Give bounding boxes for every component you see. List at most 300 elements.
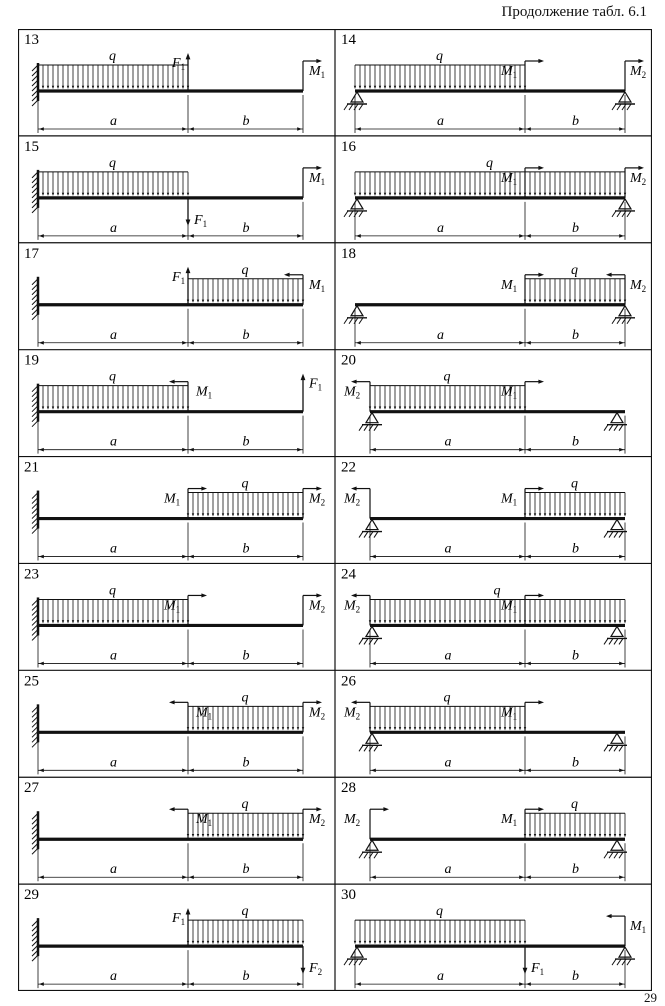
support-hatch [364, 532, 368, 538]
arrow-head [538, 593, 544, 597]
wall-hatch [32, 207, 38, 213]
distributed-load [354, 904, 526, 944]
arrow-head [147, 193, 149, 196]
wall-hatch [32, 421, 38, 427]
support-hatch [622, 318, 626, 324]
load-label [242, 263, 249, 278]
arrow-head [62, 193, 64, 196]
arrow-head [459, 86, 461, 89]
arrow-head [619, 982, 624, 986]
arrow-head [504, 193, 506, 196]
arrow-head [197, 834, 199, 837]
moment-label-symbol: M [309, 491, 321, 507]
force-label-index: 1 [202, 218, 208, 229]
moment-label [500, 64, 517, 80]
moment-label-index: 1 [512, 711, 518, 722]
arrow-head [39, 662, 44, 666]
arrow-head [77, 620, 79, 623]
arrow-head [474, 941, 476, 944]
load-label [242, 690, 249, 705]
load-label [109, 583, 116, 598]
arrow-head [292, 941, 294, 944]
arrow-head [484, 727, 486, 730]
support-hatch [374, 852, 378, 858]
arrow-head [429, 86, 431, 89]
arrow-head [404, 406, 406, 409]
arrow-head [82, 406, 84, 409]
pin-support [359, 413, 382, 431]
arrow-head [242, 727, 244, 730]
diagram-number: 30 [341, 887, 356, 904]
arrow-head [192, 300, 194, 303]
arrow-head [409, 941, 411, 944]
arrow-head [167, 406, 169, 409]
diagram-30 [341, 887, 646, 988]
support-hatch [614, 852, 618, 858]
arrow-head [212, 941, 214, 944]
arrow-head [519, 769, 524, 773]
arrow-head [182, 982, 187, 986]
arrow-head [369, 941, 371, 944]
arrow-head [172, 406, 174, 409]
arrow-head [384, 941, 386, 944]
arrow-head [302, 941, 304, 944]
moment-label [195, 385, 212, 401]
support-hatch [374, 745, 378, 751]
arrow-head [242, 300, 244, 303]
arrow-head [222, 513, 224, 516]
arrow-head [177, 620, 179, 623]
moment-label-index: 1 [320, 70, 326, 80]
moment-M2 [606, 273, 646, 305]
dimension-b-label: b [572, 862, 579, 878]
support-triangle [611, 733, 623, 743]
moment-label [308, 278, 325, 294]
arrow-head [272, 513, 274, 516]
arrow-head [379, 406, 381, 409]
arrow-head [277, 513, 279, 516]
arrow-head [122, 193, 124, 196]
diagram-number: 23 [24, 566, 39, 583]
arrow-head [619, 341, 624, 345]
moment-label [308, 171, 325, 187]
arrow-head [454, 86, 456, 89]
arrow-head [424, 406, 426, 409]
arrow-head [429, 727, 431, 730]
arrow-head [102, 620, 104, 623]
force-F1 [171, 53, 190, 91]
diagram-24 [341, 566, 627, 667]
arrow-head [371, 448, 376, 452]
support-hatch [612, 104, 616, 110]
arrow-head [434, 620, 436, 623]
arrow-head [189, 448, 194, 452]
force-label-index: 1 [180, 917, 186, 928]
arrow-head [207, 727, 209, 730]
arrow-head [549, 193, 551, 196]
arrow-head [584, 620, 586, 623]
arrow-head [82, 86, 84, 89]
support-triangle [366, 733, 378, 743]
arrow-head [297, 941, 299, 944]
arrow-head [464, 620, 466, 623]
dimension-a-label: a [110, 220, 117, 236]
arrow-head [399, 620, 401, 623]
arrow-head [539, 513, 541, 516]
arrow-head [132, 406, 134, 409]
arrow-head [604, 620, 606, 623]
support-hatch [627, 104, 631, 110]
arrow-head [364, 86, 366, 89]
arrow-head [454, 941, 456, 944]
arrow-head [469, 193, 471, 196]
arrow-head [127, 193, 129, 196]
arrow-head [509, 406, 511, 409]
arrow-head [489, 86, 491, 89]
moment-label-symbol: M [309, 598, 321, 614]
arrow-head [72, 406, 74, 409]
arrow-head [404, 193, 406, 196]
arrow-head [519, 127, 524, 131]
arrow-head [519, 406, 521, 409]
arrow-head [559, 300, 561, 303]
arrow-head [614, 620, 616, 623]
arrow-head [559, 513, 561, 516]
force-label-index: 1 [317, 382, 323, 393]
moment-M1 [500, 807, 544, 839]
diagram-28 [341, 780, 627, 881]
arrow-head [379, 727, 381, 730]
force-label-symbol: F [309, 961, 318, 977]
moment-M2 [303, 486, 325, 518]
arrow-head [394, 86, 396, 89]
arrow-head [609, 300, 611, 303]
arrow-head [316, 59, 322, 63]
dimension-a-label: a [444, 862, 452, 878]
support-hatch [604, 425, 608, 431]
arrow-head [526, 555, 531, 559]
arrow-head [619, 555, 624, 559]
roller-support [612, 92, 635, 110]
force-label-symbol: F [531, 961, 540, 977]
moment-label [195, 705, 212, 721]
arrow-head [499, 941, 501, 944]
arrow-head [351, 700, 357, 704]
support-hatch [359, 959, 363, 965]
support-triangle [366, 413, 378, 423]
arrow-head [484, 406, 486, 409]
arrow-head [459, 620, 461, 623]
moment-label-symbol: M [501, 384, 513, 400]
support-hatch [627, 211, 631, 217]
support-hatch [349, 959, 353, 965]
force-label-symbol: F [172, 911, 181, 927]
arrow-head [262, 834, 264, 837]
arrow-head [414, 941, 416, 944]
arrow-head [549, 620, 551, 623]
arrow-head [444, 620, 446, 623]
arrow-head [272, 941, 274, 944]
arrow-head [42, 86, 44, 89]
dimension-b-label: b [572, 969, 579, 985]
arrow-head [394, 193, 396, 196]
arrow-head [624, 513, 626, 516]
arrow-head [534, 513, 536, 516]
arrow-head [277, 941, 279, 944]
arrow-head [242, 513, 244, 516]
arrow-head [169, 700, 175, 704]
force-label-symbol: F [194, 212, 203, 228]
support-hatch [617, 318, 621, 324]
arrow-head [272, 727, 274, 730]
arrow-head [594, 620, 596, 623]
support-triangle [611, 413, 623, 423]
distributed-load [524, 477, 626, 517]
arrow-head [267, 941, 269, 944]
arrow-head [479, 193, 481, 196]
load-label [571, 797, 578, 812]
load-label-symbol: q [241, 476, 249, 492]
support-triangle [611, 840, 623, 850]
arrow-head [364, 193, 366, 196]
support-hatch [344, 959, 348, 965]
arrow-head [589, 834, 591, 837]
arrow-head [167, 193, 169, 196]
arrow-head [538, 380, 544, 384]
arrow-head [434, 406, 436, 409]
moment-M2 [625, 166, 646, 198]
arrow-head [207, 300, 209, 303]
arrow-head [62, 406, 64, 409]
arrow-head [137, 86, 139, 89]
arrow-head [383, 807, 389, 811]
force-label [171, 911, 185, 927]
arrow-head [112, 620, 114, 623]
arrow-head [449, 727, 451, 730]
force-label-index: 1 [539, 967, 545, 978]
arrow-head [394, 406, 396, 409]
arrow-head [404, 941, 406, 944]
force-label [530, 961, 544, 977]
moment-M1 [284, 273, 325, 305]
arrow-head [252, 300, 254, 303]
arrow-head [389, 406, 391, 409]
arrow-head [464, 86, 466, 89]
arrow-head [526, 982, 531, 986]
arrow-head [52, 620, 54, 623]
moment-M2 [303, 807, 325, 839]
diagram-21 [24, 460, 325, 561]
support-hatch [609, 532, 613, 538]
arrow-head [529, 193, 531, 196]
diagram-number: 22 [341, 459, 356, 476]
arrow-head [127, 86, 129, 89]
moment-label-symbol: M [164, 598, 176, 614]
force-label [171, 270, 185, 286]
moment-label-symbol: M [630, 170, 642, 186]
support-hatch [627, 959, 631, 965]
arrow-head [369, 193, 371, 196]
arrow-head [554, 834, 556, 837]
dimension-lines [370, 629, 625, 667]
arrow-head [429, 620, 431, 623]
moment-label-symbol: M [501, 812, 513, 828]
arrow-head [127, 406, 129, 409]
force-F1 [171, 267, 190, 305]
arrow-head [57, 193, 59, 196]
arrow-head [57, 620, 59, 623]
arrow-head [559, 193, 561, 196]
arrow-head [479, 941, 481, 944]
diagram-table [18, 29, 652, 991]
arrow-head [167, 86, 169, 89]
arrow-head [509, 941, 511, 944]
arrow-head [504, 620, 506, 623]
moment-label [500, 812, 517, 828]
arrow-head [107, 406, 109, 409]
arrow-head [549, 300, 551, 303]
load-label [242, 904, 249, 919]
moment-label [308, 598, 325, 614]
arrow-head [272, 834, 274, 837]
support-hatch [374, 638, 378, 644]
arrow-head [207, 941, 209, 944]
dimension-b-label: b [242, 327, 250, 343]
moment-M1 [303, 59, 325, 91]
arrow-head [379, 941, 381, 944]
arrow-head [107, 86, 109, 89]
arrow-head [514, 86, 516, 89]
arrow-head [52, 86, 54, 89]
support-hatch [359, 852, 363, 858]
arrow-head [297, 769, 302, 773]
arrow-head [409, 86, 411, 89]
arrow-head [67, 193, 69, 196]
arrow-head [439, 406, 441, 409]
load-label [109, 156, 116, 171]
diagram-15 [24, 139, 325, 240]
support-hatch [359, 211, 363, 217]
diagram-20 [341, 353, 627, 454]
arrow-head [379, 193, 381, 196]
load-label-symbol: q [443, 369, 451, 385]
arrow-head [394, 620, 396, 623]
arrow-head [301, 374, 306, 380]
support-hatch [612, 318, 616, 324]
support-hatch [622, 211, 626, 217]
force-F1 [171, 908, 190, 946]
arrow-head [394, 941, 396, 944]
support-triangle [366, 840, 378, 850]
moment-label-symbol: M [501, 491, 513, 507]
arrow-head [479, 86, 481, 89]
moment-M1 [500, 593, 544, 625]
arrow-head [624, 834, 626, 837]
arrow-head [267, 834, 269, 837]
arrow-head [414, 86, 416, 89]
arrow-head [107, 193, 109, 196]
moment-label [500, 705, 517, 721]
arrow-head [152, 86, 154, 89]
arrow-head [316, 807, 322, 811]
arrow-head [217, 300, 219, 303]
arrow-head [267, 513, 269, 516]
arrow-head [379, 620, 381, 623]
arrow-head [484, 941, 486, 944]
arrow-head [559, 834, 561, 837]
support-hatch [619, 425, 623, 431]
moment-label-index: 1 [512, 176, 518, 187]
moment-label-index: 2 [641, 176, 647, 187]
arrow-head [62, 620, 64, 623]
arrow-head [564, 620, 566, 623]
moment-M1 [163, 486, 207, 518]
arrow-head [292, 727, 294, 730]
support-hatch [609, 745, 613, 751]
arrow-head [569, 620, 571, 623]
support-hatch [604, 532, 608, 538]
load-label-symbol: q [571, 262, 578, 278]
support-triangle [351, 199, 363, 209]
moment-label-index: 2 [320, 818, 326, 829]
arrow-head [384, 86, 386, 89]
pin-support [359, 840, 382, 858]
arrow-head [364, 941, 366, 944]
arrow-head [369, 86, 371, 89]
load-label-symbol: q [443, 690, 451, 706]
arrow-head [609, 834, 611, 837]
moment-label [343, 492, 360, 508]
support-triangle [611, 626, 623, 636]
arrow-head [419, 193, 421, 196]
arrow-head [526, 875, 531, 879]
arrow-head [162, 620, 164, 623]
arrow-head [212, 834, 214, 837]
arrow-head [389, 86, 391, 89]
moment-M2 [343, 593, 370, 625]
arrow-head [157, 406, 159, 409]
arrow-head [459, 941, 461, 944]
load-label [486, 156, 493, 171]
moment-label-index: 2 [355, 497, 361, 508]
arrow-head [469, 86, 471, 89]
moment-label [343, 598, 360, 614]
arrow-head [514, 727, 516, 730]
moment-M1 [169, 700, 212, 732]
arrow-head [559, 620, 561, 623]
moment-label-index: 1 [512, 604, 518, 615]
arrow-head [579, 834, 581, 837]
arrow-head [549, 834, 551, 837]
arrow-head [102, 193, 104, 196]
arrow-head [172, 193, 174, 196]
arrow-head [287, 727, 289, 730]
roller-support [604, 626, 627, 644]
moment-label [500, 492, 517, 508]
dimension-b-label: b [572, 648, 579, 664]
support-hatch [364, 852, 368, 858]
arrow-head [589, 513, 591, 516]
arrow-head [519, 341, 524, 345]
arrow-head [599, 834, 601, 837]
arrow-head [459, 193, 461, 196]
load-label [109, 370, 116, 385]
arrow-head [282, 513, 284, 516]
arrow-head [47, 86, 49, 89]
diagram-number: 16 [341, 138, 356, 155]
arrow-head [282, 727, 284, 730]
arrow-head [232, 727, 234, 730]
